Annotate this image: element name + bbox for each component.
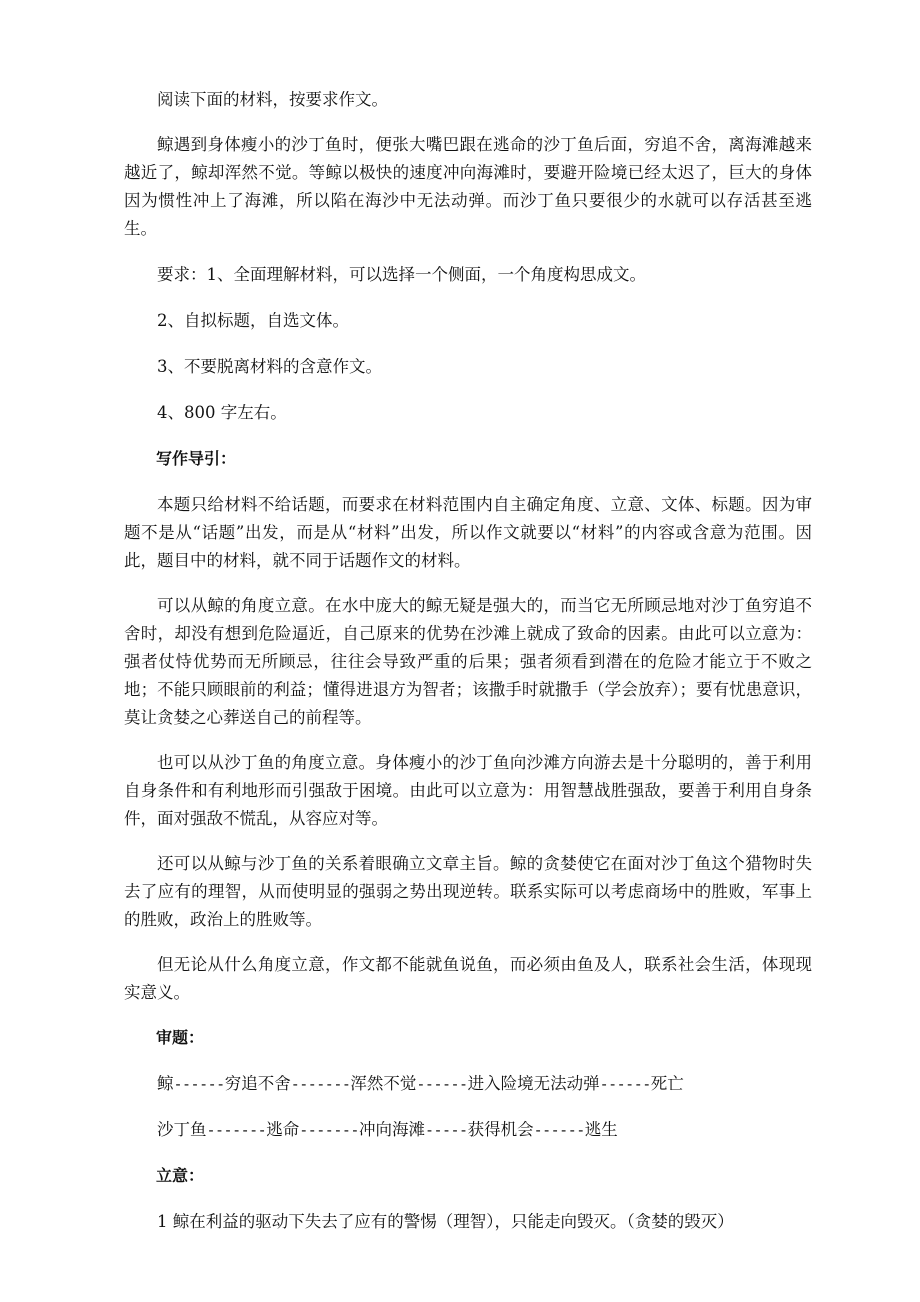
sardine-flow-dash-1: ------- xyxy=(206,1121,267,1139)
whale-flow-dash-3: ------ xyxy=(416,1075,468,1093)
intro-text: 阅读下面的材料，按要求作文。 xyxy=(157,90,388,109)
whale-flow-step-1: 穷追不舍 xyxy=(224,1074,291,1093)
whale-flow-step-4: 死亡 xyxy=(650,1074,684,1093)
whale-flow-start: 鲸 xyxy=(157,1074,174,1093)
whale-flow-step-3: 进入险境无法动弹 xyxy=(467,1074,600,1093)
theme-item-1: 1 鲸在利益的驱动下失去了应有的警惕（理智），只能走向毁灭。（贪婪的毁灭） xyxy=(157,1212,734,1231)
material-paragraph: 鲸遇到身体瘦小的沙丁鱼时，便张大嘴巴跟在逃命的沙丁鱼后面，穷追不舍，离海滩越来越近了，鲸却浑然不觉。等鲸以极快的速度冲向海滩时，要避开险境已经太迟了，巨大的身体因为惯性冲上了海滩，所以陷在海沙中无法动弹。而沙丁鱼只要很少的水就可以存活甚至逃生。 xyxy=(124,135,812,238)
document-content xyxy=(124,86,812,1236)
guide-heading: 写作导引： xyxy=(156,449,237,468)
requirement-4: 4、800 字左右。 xyxy=(157,403,287,422)
sardine-flow-dash-3: ----- xyxy=(424,1121,468,1139)
sardine-flow-dash-4: ------ xyxy=(533,1121,585,1139)
guide-paragraph-2: 可以从鲸的角度立意。在水中庞大的鲸无疑是强大的，而当它无所顾忌地对沙丁鱼穷追不舍时，却没有想到危险逼近，自己原来的优势在沙滩上就成了致命的因素。由此可以立意为：强者仗恃优势而无所顾忌，往往会导致严重的后果；强者须看到潜在的危险才能立于不败之地；不能只顾眼前的利益；懂得进退方为智者；该撒手时就撒手（学会放弃）；要有忧患意识，莫让贪婪之心葬送自己的前程等。 xyxy=(124,596,812,727)
sardine-flow-step-4: 逃生 xyxy=(584,1120,618,1139)
requirement-2: 2、自拟标题，自选文体。 xyxy=(157,311,349,330)
guide-paragraph-1: 本题只给材料不给话题，而要求在材料范围内自主确定角度、立意、文体、标题。因为审题不是从“话题”出发，而是从“材料”出发，所以作文就要以“材料”的内容或含意为范围。因此，题目中的材料，就不同于话题作文的材料。 xyxy=(124,495,812,570)
guide-paragraph-3: 也可以从沙丁鱼的角度立意。身体瘦小的沙丁鱼向沙滩方向游去是十分聪明的，善于利用自身条件和有利地形而引强敌于困境。由此可以立意为：用智慧战胜强敌，要善于利用自身条件，面对强敌不慌乱，从容应对等。 xyxy=(124,753,812,828)
whale-flow-dash-2: ------- xyxy=(290,1075,351,1093)
guide-paragraph-5: 但无论从什么角度立意，作文都不能就鱼说鱼，而必须由鱼及人，联系社会生活，体现现实意义。 xyxy=(124,955,812,1002)
whale-flow-line xyxy=(124,1070,812,1098)
requirement-3: 3、不要脱离材料的含意作文。 xyxy=(157,357,382,376)
sardine-flow-dash-2: ------- xyxy=(299,1121,359,1139)
analysis-heading: 审题： xyxy=(156,1028,205,1047)
whale-flow-dash-1: ------ xyxy=(173,1075,225,1093)
sardine-flow-line xyxy=(124,1116,812,1144)
sardine-flow-step-2: 冲向海滩 xyxy=(358,1120,425,1139)
sardine-flow-start: 沙丁鱼 xyxy=(157,1120,207,1139)
whale-flow-dash-4: ------ xyxy=(599,1075,651,1093)
whale-flow-step-2: 浑然不觉 xyxy=(350,1074,417,1093)
guide-paragraph-4: 还可以从鲸与沙丁鱼的关系着眼确立文章主旨。鲸的贪婪使它在面对沙丁鱼这个猎物时失去了应有的理智，从而使明显的强弱之势出现逆转。联系实际可以考虑商场中的胜败，军事上的胜败，政治上的胜败等。 xyxy=(124,854,812,929)
sardine-flow-step-3: 获得机会 xyxy=(467,1120,534,1139)
requirement-1: 要求：1、全面理解材料，可以选择一个侧面，一个角度构思成文。 xyxy=(157,265,646,284)
sardine-flow-step-1: 逃命 xyxy=(266,1120,300,1139)
theme-heading: 立意： xyxy=(156,1166,205,1185)
